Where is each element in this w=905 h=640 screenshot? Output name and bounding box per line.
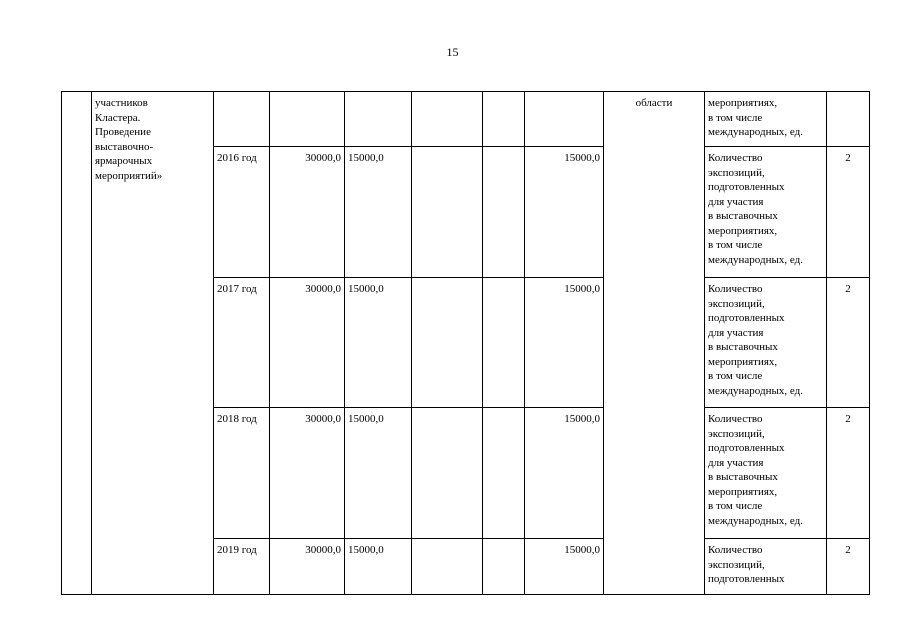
value-cell [827,92,870,147]
year-cell: 2016 год [214,147,270,278]
value-cell: 2 [827,539,870,595]
year-cell: 2019 год [214,539,270,595]
funding-cell [483,147,525,278]
value-cell: 2 [827,278,870,408]
year-cell: 2017 год [214,278,270,408]
funding-cell [483,278,525,408]
continuation-row [62,92,870,147]
funding-cell [525,92,604,147]
funding-cell: 15000,0 [345,408,412,539]
index-cell [62,92,92,595]
year-cell [214,92,270,147]
program-table [61,91,870,595]
funding-cell: 15000,0 [525,408,604,539]
indicator-cell: Количество экспозиций, подготовленных [705,539,827,595]
funding-cell [483,408,525,539]
total-cell: 30000,0 [270,147,345,278]
funding-cell: 15000,0 [525,539,604,595]
total-cell: 30000,0 [270,539,345,595]
funding-cell: 15000,0 [345,539,412,595]
total-cell: 30000,0 [270,408,345,539]
funding-cell: 15000,0 [525,147,604,278]
funding-cell: 15000,0 [345,278,412,408]
indicator-cell: Количество экспозиций, подготовленных для участия в выставочных мероприятиях, в том числе международных, ед. [705,278,827,408]
total-cell: 30000,0 [270,278,345,408]
funding-cell [412,92,483,147]
funding-cell [412,408,483,539]
funding-cell [483,92,525,147]
funding-cell [412,539,483,595]
year-cell: 2018 год [214,408,270,539]
indicator-cell: Количество экспозиций, подготовленных для участия в выставочных мероприятиях, в том числе международных, ед. [705,408,827,539]
funding-cell [412,147,483,278]
funding-cell [483,539,525,595]
funding-cell: 15000,0 [345,147,412,278]
indicator-cell: мероприятиях, в том числе международных, ед. [705,92,827,147]
program-cell: участников Кластера. Проведение выставочно- ярмарочных мероприятий» [92,92,214,595]
funding-cell [345,92,412,147]
indicator-cell: Количество экспозиций, подготовленных для участия в выставочных мероприятиях, в том числе международных, ед. [705,147,827,278]
page-number: 15 [446,45,459,59]
funding-cell [412,278,483,408]
value-cell: 2 [827,147,870,278]
value-cell: 2 [827,408,870,539]
funding-cell: 15000,0 [525,278,604,408]
source-cell: области [604,92,705,595]
total-cell [270,92,345,147]
